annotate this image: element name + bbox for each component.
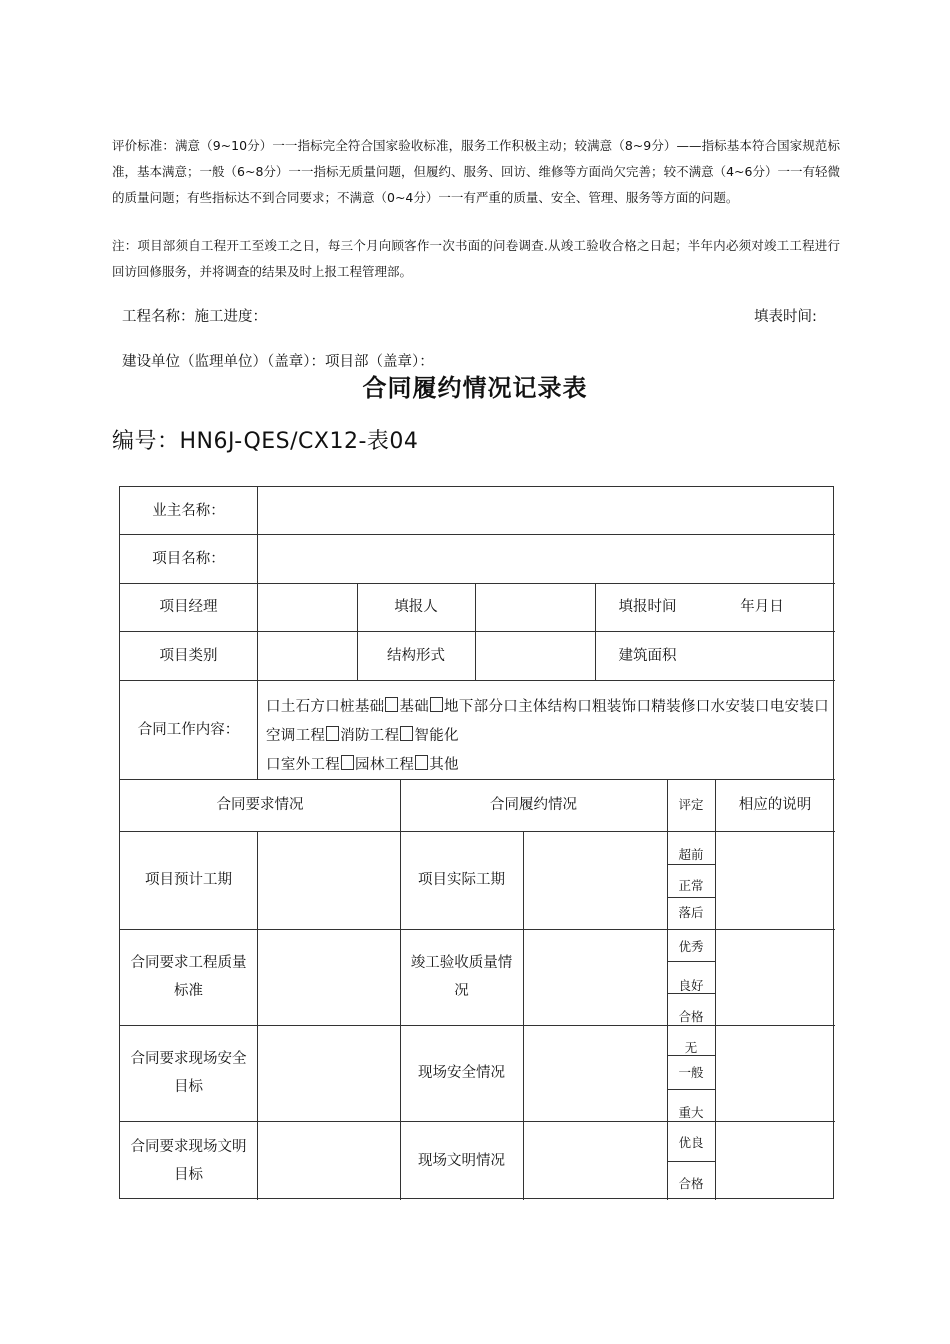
rating-qualified: 合格	[678, 1009, 704, 1024]
checkbox-glyph-icon: 口	[754, 699, 770, 715]
requirement-header: 合同要求情况	[216, 797, 304, 813]
content-option-label: 精装修	[651, 699, 696, 715]
content-option	[636, 699, 695, 715]
content-option	[325, 728, 399, 744]
building-area-label: 建筑面积	[618, 647, 677, 664]
checkbox-glyph-icon: 口	[695, 699, 711, 715]
checkbox-icon	[385, 697, 398, 712]
checkbox-icon	[430, 697, 443, 712]
rating-major: 重大	[678, 1105, 704, 1120]
rating-pass: 合格	[678, 1176, 704, 1191]
content-option-label: 基础	[399, 699, 430, 715]
project-name-label: 项目名称：	[152, 550, 225, 567]
document-code: 编号：HN6J-QES/CX12-表04	[112, 429, 419, 454]
content-option-label: 消防工程	[340, 728, 400, 744]
site-safety-label: 现场安全情况	[418, 1065, 505, 1081]
content-option	[325, 699, 384, 715]
civilization-target-label: 合同要求现场文明目标	[130, 1138, 247, 1183]
content-option-label: 主体结构	[518, 699, 578, 715]
content-option	[340, 757, 414, 773]
content-option-label: 桩基础	[340, 699, 385, 715]
quality-standard-label: 合同要求工程质量标准	[130, 955, 247, 999]
content-option-label: 水安装	[710, 699, 755, 715]
unit-stamp-line: 建设单位（监理单位）（盖章）：项目部（盖章）：	[122, 354, 434, 370]
safety-target-label: 合同要求现场安全目标	[130, 1051, 247, 1095]
content-option-label: 粗装饰	[592, 699, 637, 715]
evaluation-criteria: 评价标准：满意（9~10分）一一指标完全符合国家验收标准，服务工作积极主动；较满意（8~9分）——指标基本符合国家规范标准，基本满意；一般（6~8分）一一指标无质量问题，但履约、服务、回访、维修等方面尚欠完善；较不满意（4~6分）一一有轻微的质量问题；有些指标达不到合同要求；不满意（0~4分）一一有严重的质量、安全、管理、服务等方面的问题。	[112, 138, 840, 205]
record-table	[119, 486, 834, 1199]
structure-form-label: 结构形式	[387, 647, 445, 664]
content-option-label: 园林工程	[355, 757, 415, 773]
project-category-label: 项目类别	[159, 647, 218, 664]
performance-header: 合同履约情况	[490, 797, 577, 813]
project-manager-label: 项目经理	[159, 599, 218, 615]
checkbox-glyph-icon: 口	[814, 699, 829, 715]
checkbox-glyph-icon: 口	[636, 699, 652, 715]
rating-fine: 优良	[678, 1135, 704, 1150]
content-option	[414, 757, 459, 773]
content-option	[399, 728, 458, 744]
content-option-label: 智能化	[414, 728, 459, 744]
content-option-label: 空调工程	[266, 728, 326, 744]
fill-time-label: 填表时间:	[754, 309, 817, 325]
rating-none: 无	[684, 1040, 698, 1055]
rating-header: 评定	[678, 797, 704, 812]
content-option	[266, 757, 340, 773]
contract-content-options	[266, 693, 836, 780]
content-option-label: 电安装	[769, 699, 815, 715]
checkbox-icon	[415, 755, 428, 770]
checkbox-icon	[341, 755, 354, 770]
note-text: 注：项目部须自工程开工至竣工之日，每三个月向顾客作一次书面的问卷调查.从竣工验收合格之日起；半年内必须对竣工工程进行回访回修服务，并将调查的结果及时上报工程管理部。	[112, 238, 840, 279]
project-name-line: 工程名称：施工进度：	[122, 309, 267, 325]
planned-duration-label: 项目预计工期	[145, 872, 232, 888]
rating-normal: 正常	[678, 878, 704, 893]
rating-good: 良好	[678, 978, 704, 993]
filler-label: 填报人	[394, 599, 438, 615]
checkbox-icon	[400, 726, 413, 741]
contract-content-label: 合同工作内容：	[137, 721, 240, 738]
acceptance-quality-label: 竣工验收质量情况	[410, 955, 513, 999]
site-civilization-label: 现场文明情况	[418, 1152, 505, 1169]
rating-ahead: 超前	[678, 847, 704, 862]
checkbox-glyph-icon: 口	[266, 699, 281, 715]
checkbox-glyph-icon: 口	[577, 699, 593, 715]
content-option	[577, 699, 636, 715]
rating-general: 一般	[678, 1065, 704, 1080]
content-option	[384, 699, 429, 715]
content-option	[755, 699, 814, 715]
content-option-label: 室外工程	[280, 757, 341, 773]
content-option-label: 土石方	[280, 699, 326, 715]
checkbox-icon	[326, 726, 339, 741]
content-option-label: 其他	[429, 757, 459, 773]
checkbox-glyph-icon: 口	[325, 699, 341, 715]
rating-behind: 落后	[678, 905, 704, 920]
remark-header: 相应的说明	[738, 797, 812, 813]
content-option	[266, 699, 325, 715]
owner-name-label: 业主名称：	[152, 502, 225, 519]
page-title: 合同履约情况记录表	[362, 374, 588, 402]
checkbox-glyph-icon: 口	[503, 699, 519, 715]
report-time-label: 填报时间	[618, 599, 677, 615]
rating-excellent: 优秀	[678, 939, 704, 954]
content-option	[696, 699, 755, 715]
content-option	[503, 699, 577, 715]
content-option-label: 地下部分	[444, 699, 504, 715]
actual-duration-label: 项目实际工期	[418, 872, 505, 888]
date-label: 年月日	[740, 599, 784, 615]
checkbox-glyph-icon: 口	[266, 757, 281, 773]
content-option	[429, 699, 503, 715]
